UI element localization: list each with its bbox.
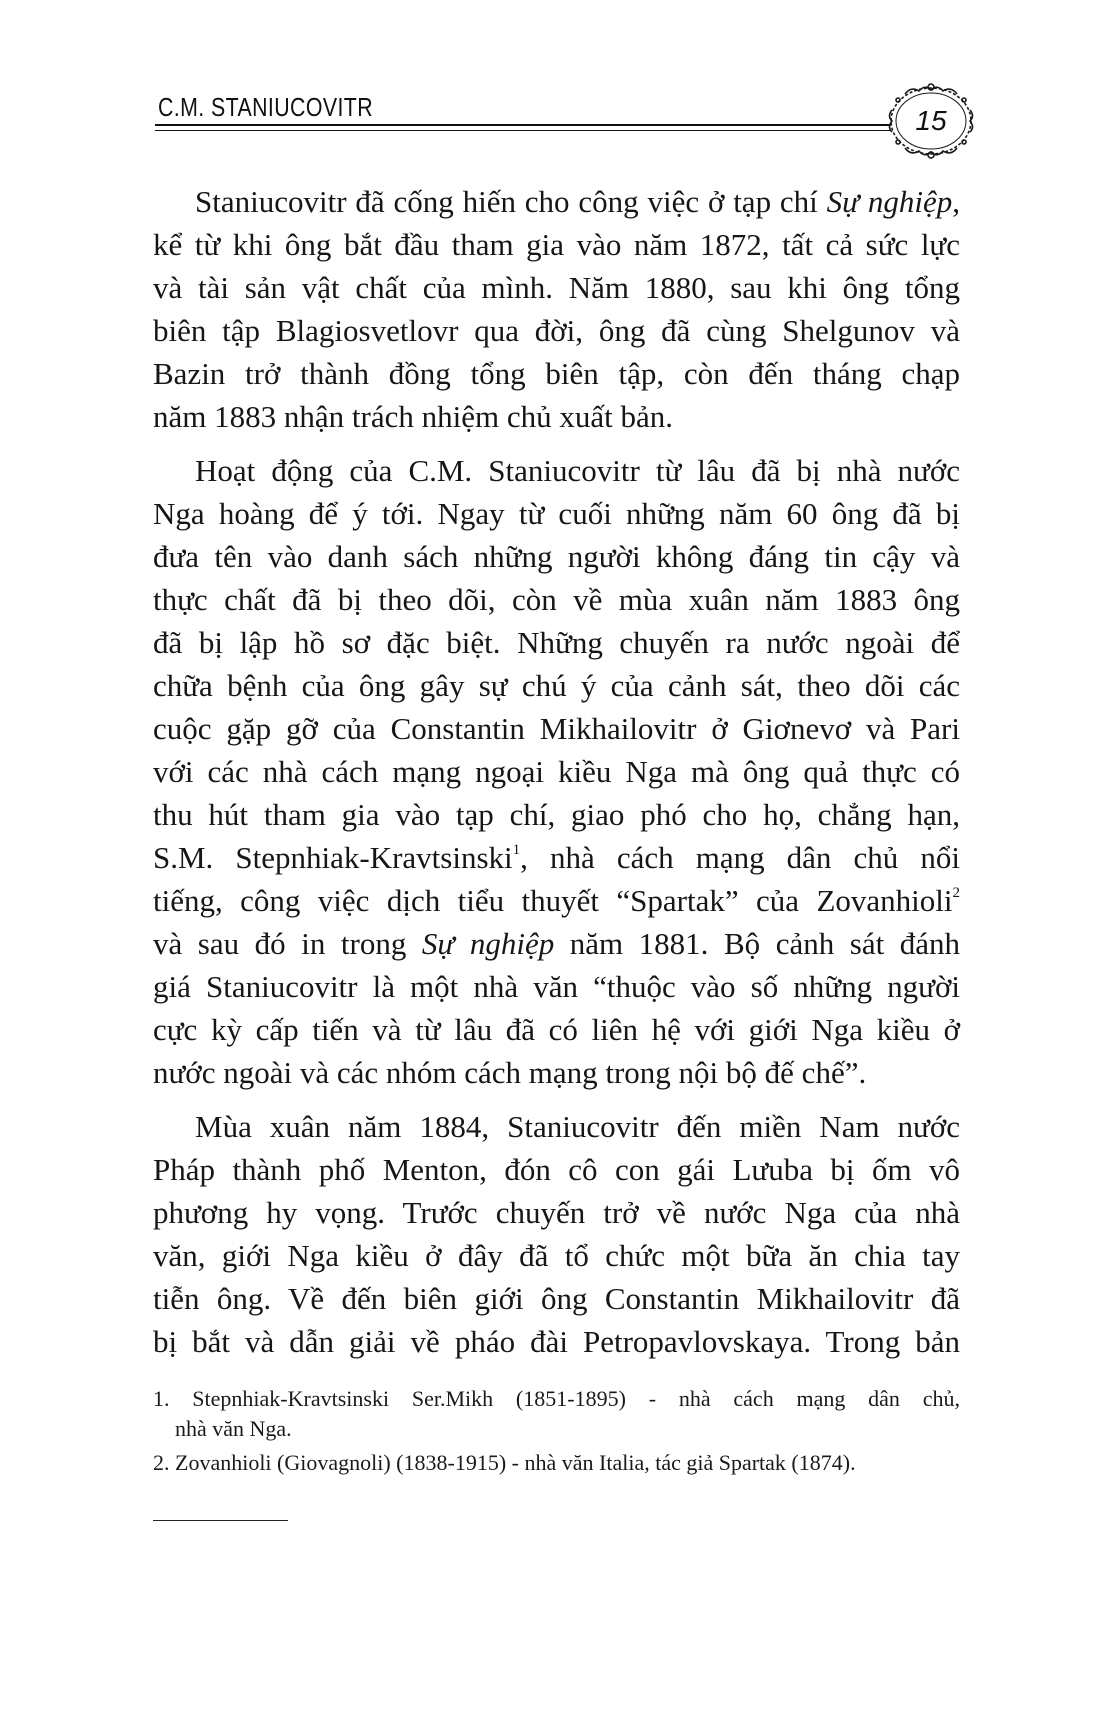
journal-title: Sự nghiệp xyxy=(826,184,953,219)
text-line: với các nhà cách mạng ngoại kiều Nga mà ông quả thực có xyxy=(153,754,960,789)
footnote-2: 2. Zovanhioli (Giovagnoli) (1838-1915) - nhà văn Italia, tác giả Spartak (1874). xyxy=(153,1450,856,1475)
text-line: bị bắt và dẫn giải về pháo đài Petropavlovskaya. Trong bản xyxy=(153,1324,960,1359)
page-number: 15 xyxy=(915,105,947,136)
text-line: tiếng, công việc dịch tiểu thuyết “Spartak” của Zovanhioli$^2$ xyxy=(153,883,960,918)
text-line: nước ngoài và các nhóm cách mạng trong nội bộ đế chế”. xyxy=(153,1055,867,1090)
footnote-ref-1[interactable]: 1 xyxy=(512,842,521,858)
footnote-1: 1. Stepnhiak-Kravtsinski Ser.Mikh (1851-1895) - nhà cách mạng dân chủ, xyxy=(153,1386,960,1411)
text-line: giá Staniucovitr là một nhà văn “thuộc vào số những người xyxy=(153,969,960,1004)
text-line: biên tập Blagiosvetlovr qua đời, ông đã cùng Shelgunov và xyxy=(153,313,960,348)
text-line: đã bị lập hồ sơ đặc biệt. Những chuyến ra nước ngoài để xyxy=(153,625,960,660)
running-header-title: C.M. STANIUCOVITR xyxy=(158,92,374,122)
text-line: chữa bệnh của ông gây sự chú ý của cảnh sát, theo dõi các xyxy=(153,668,960,703)
text-line: và tài sản vật chất của mình. Năm 1880, sau khi ông tổng xyxy=(153,270,960,305)
text-line: cuộc gặp gỡ của Constantin Mikhailovitr ở Giơnevơ và Pari xyxy=(153,711,960,746)
text-line: kể từ khi ông bắt đầu tham gia vào năm 1872, tất cả sức lực xyxy=(153,227,960,262)
header-double-rule xyxy=(155,124,890,131)
text-line: Pháp thành phố Menton, đón cô con gái Lưuba bị ốm vô xyxy=(153,1152,960,1187)
text-line: thực chất đã bị theo dõi, còn về mùa xuân năm 1883 ông xyxy=(153,582,960,617)
journal-title: Sự nghiệp xyxy=(421,926,555,961)
text-line: S.M. Stepnhiak-Kravtsinski$^1$, nhà cách mạng dân chủ nổi xyxy=(153,840,960,875)
text-line: Hoạt động của C.M. Staniucovitr từ lâu đã bị nhà nước xyxy=(195,453,960,488)
footnote-separator xyxy=(153,1520,288,1521)
text-line: Bazin trở thành đồng tổng biên tập, còn đến tháng chạp xyxy=(153,356,960,391)
text-line: tiễn ông. Về đến biên giới ông Constantin Mikhailovitr đã xyxy=(153,1281,960,1316)
text-line: và sau đó in trong Sự nghiệp năm 1881. Bộ cảnh sát đánh xyxy=(153,926,960,961)
text-line: năm 1883 nhận trách nhiệm chủ xuất bản. xyxy=(153,399,673,434)
footnote-ref-2[interactable]: 2 xyxy=(952,885,960,901)
footnote-1-continuation: nhà văn Nga. xyxy=(175,1416,292,1441)
text-line: văn, giới Nga kiều ở đây đã tổ chức một bữa ăn chia tay xyxy=(153,1238,960,1273)
text-line: Nga hoàng để ý tới. Ngay từ cuối những năm 60 ông đã bị xyxy=(153,496,960,531)
text-line: đưa tên vào danh sách những người không đáng tin cậy và xyxy=(153,539,960,574)
text-line: phương hy vọng. Trước chuyến trở về nước Nga của nhà xyxy=(153,1195,960,1230)
text-line: cực kỳ cấp tiến và từ lâu đã có liên hệ với giới Nga kiều ở xyxy=(153,1012,960,1047)
text-line: thu hút tham gia vào tạp chí, giao phó cho họ, chẳng hạn, xyxy=(153,797,960,832)
page-number-badge xyxy=(883,80,979,162)
text-line: Staniucovitr đã cống hiến cho công việc ở tạp chí Sự nghiệp, xyxy=(195,184,960,219)
text-line: Mùa xuân năm 1884, Staniucovitr đến miền Nam nước xyxy=(195,1109,960,1144)
